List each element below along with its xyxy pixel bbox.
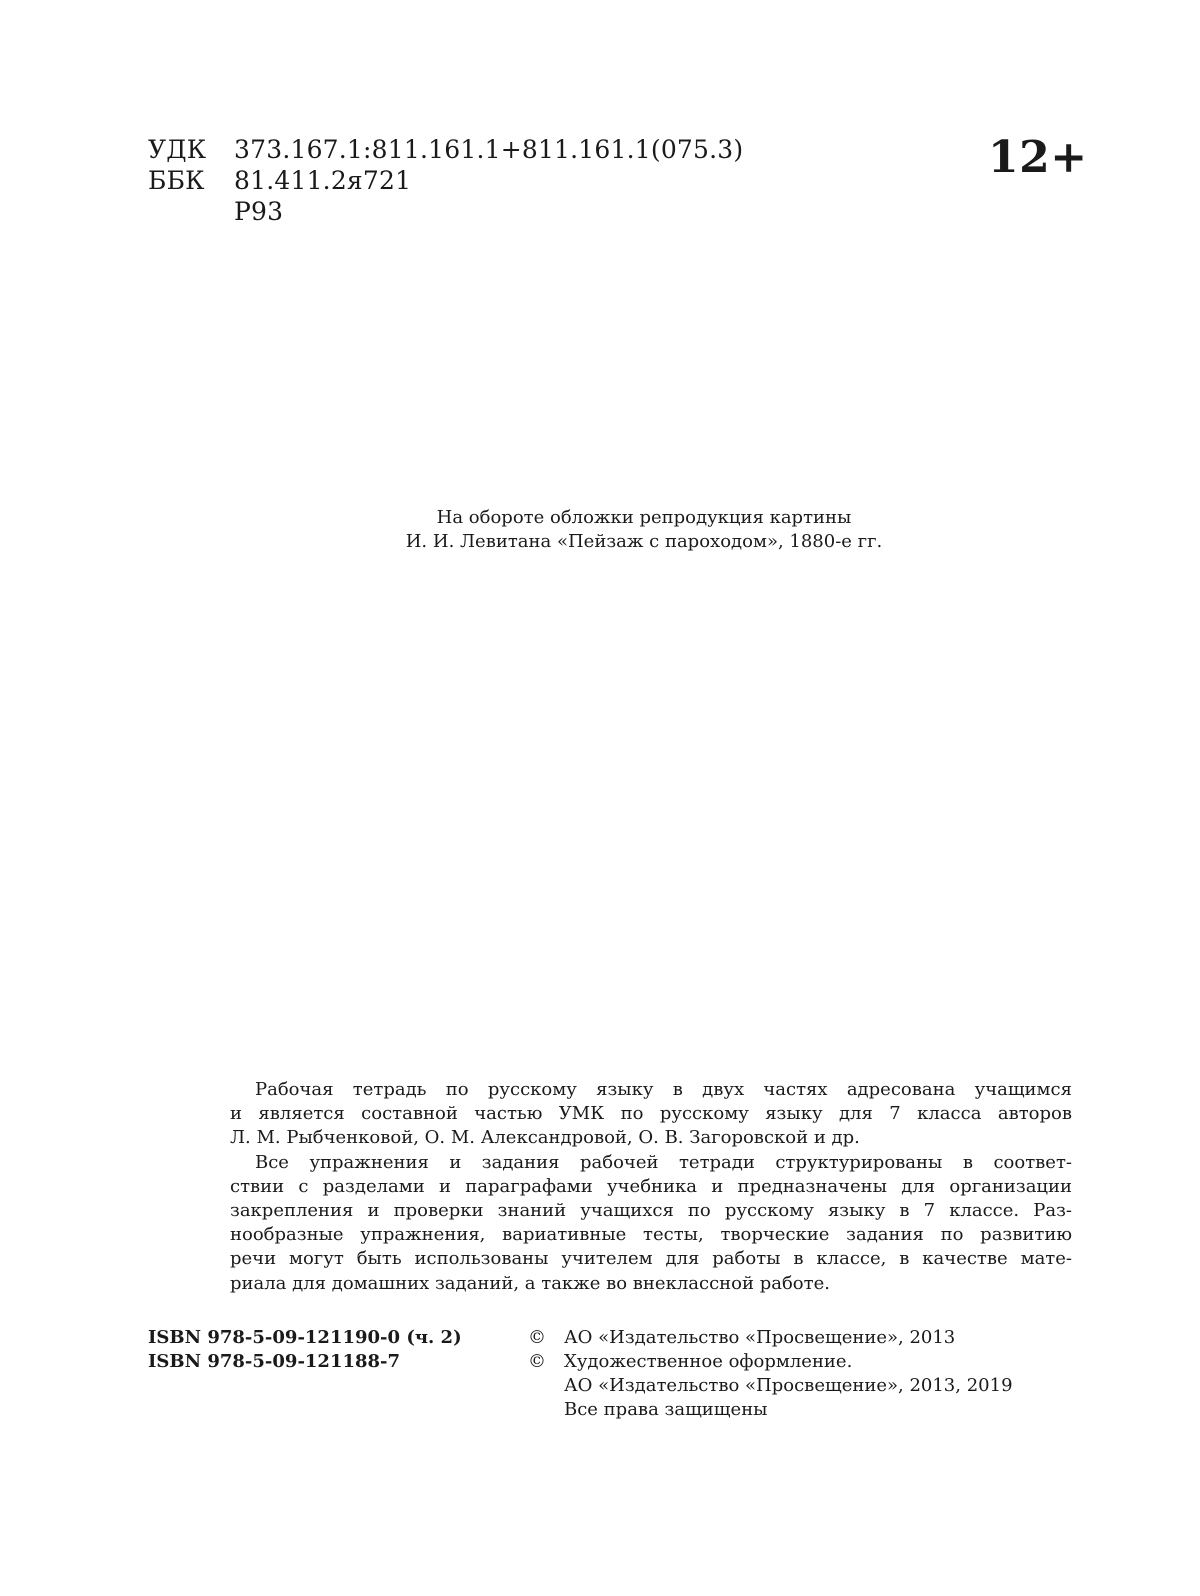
annotation-line: Рабочая тетрадь по русскому языку в двух частях адресована учащимся [255,1079,1072,1100]
author-mark-spacer [148,196,234,227]
bbk-value: 81.411.2я721 [234,166,412,195]
copyright-row [528,1326,1013,1350]
annotation [230,1078,1072,1296]
isbn-general: ISBN 978-5-09-121188-7 [148,1351,401,1372]
cover-note-line: На обороте обложки репродукция картины [436,507,852,528]
author-mark-row [148,196,743,227]
copyright-publisher: АО «Издательство «Просвещение», 2013 [564,1327,956,1348]
copyright-design-publisher: АО «Издательство «Просвещение», 2013, 2019 [564,1375,1013,1396]
copyright-row [528,1374,1013,1398]
copyright-block [528,1326,1013,1422]
isbn-part: ISBN 978-5-09-121190-0 (ч. 2) [148,1327,462,1348]
annotation-line: нообразные упражнения, вариативные тесты, творческие задания по развитию [230,1224,1072,1246]
cover-note-line: И. И. Левитана «Пейзаж с пароходом», 1880-е гг. [405,531,883,552]
author-mark: Р93 [234,197,284,226]
isbn-block [148,1326,462,1374]
udk-value: 373.167.1:811.161.1+811.161.1(075.3) [234,135,744,164]
copyright-design: Художественное оформление. [564,1351,853,1372]
rights-reserved: Все права защищены [564,1399,768,1420]
copyright-row [528,1398,1013,1422]
udk-label: УДК [148,135,207,164]
copyright-sign-spacer [528,1398,564,1422]
copyright-icon: © [528,1327,546,1348]
bbk-row [148,165,743,196]
copyright-row [528,1350,1013,1374]
cover-note [300,506,988,554]
copyright-sign-spacer [528,1374,564,1398]
annotation-line: риала для домашних заданий, а также во внеклассной работе. [230,1272,830,1294]
annotation-line: закрепления и проверки знаний учащихся по русскому языку в 7 классе. Раз- [230,1199,1072,1221]
annotation-line: ствии с разделами и параграфами учебника и предназначены для организации [230,1175,1072,1197]
udk-row [148,134,743,165]
annotation-line: Л. М. Рыбченковой, О. М. Александровой, О. В. Загоровской и др. [230,1127,860,1149]
bbk-label: ББК [148,166,205,195]
annotation-line: Все упражнения и задания рабочей тетради структурированы в соответ- [255,1151,1072,1173]
annotation-line: речи могут быть использованы учителем для работы в классе, в качестве мате- [230,1248,1072,1270]
annotation-line: и является составной частью УМК по русскому языку для 7 класса авторов [230,1103,1072,1125]
classification-block [148,134,743,227]
age-rating: 12+ [988,132,1088,183]
copyright-icon: © [528,1351,546,1372]
